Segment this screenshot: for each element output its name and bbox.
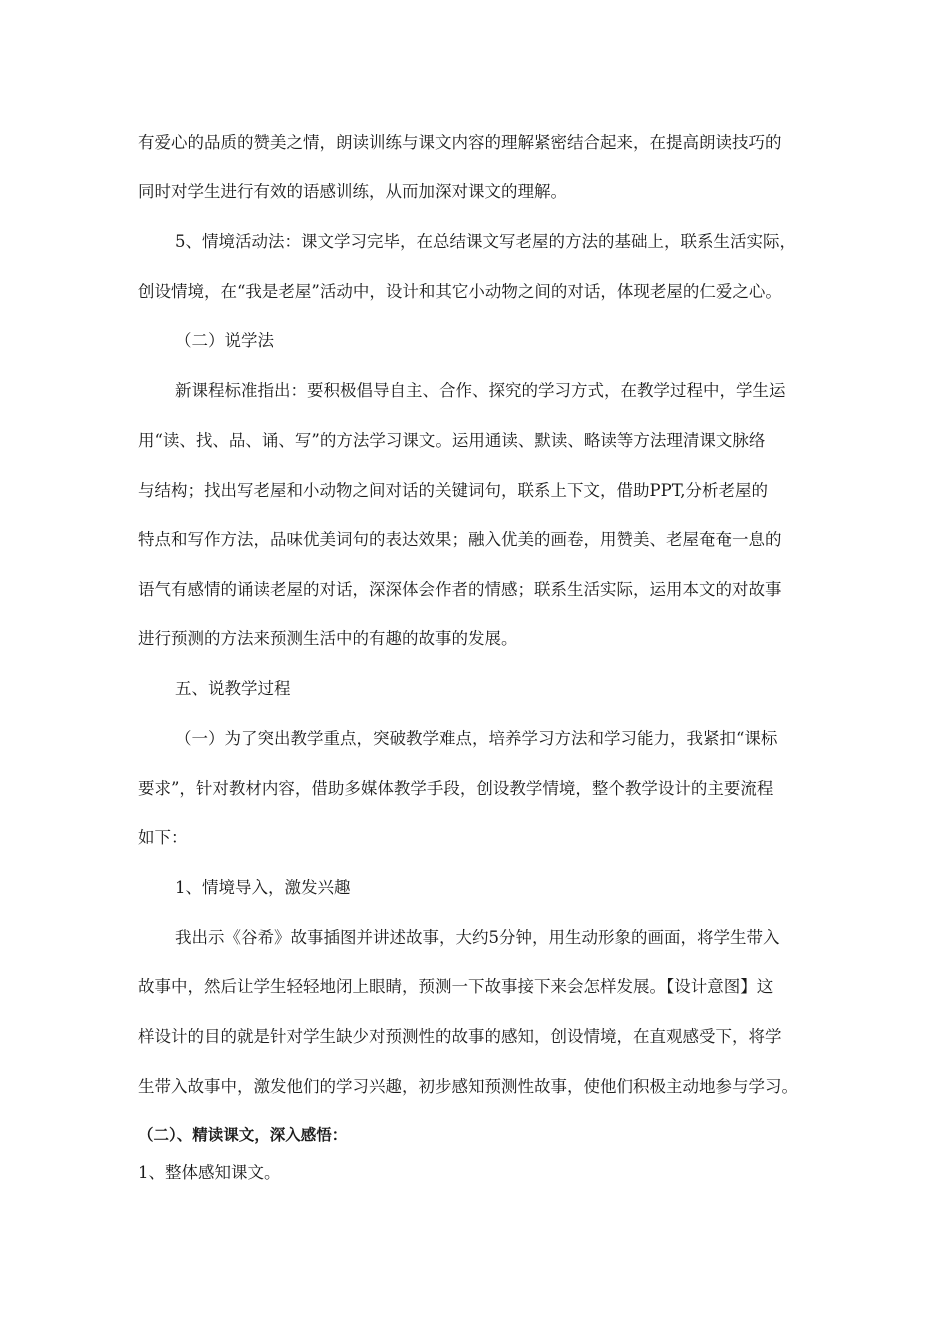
paragraph-line: 用“读、找、品、诵、写”的方法学习课文。运用通读、默读、略读等方法理清课文脉络: [138, 431, 766, 450]
paragraph-line: 生带入故事中，激发他们的学习兴趣，初步感知预测性故事，使他们积极主动地参与学习。: [138, 1077, 798, 1096]
paragraph-line: 进行预测的方法来预测生活中的有趣的故事的发展。: [138, 629, 518, 648]
paragraph-line: 要求”，针对教材内容，借助多媒体教学手段，创设教学情境，整个教学设计的主要流程: [138, 779, 774, 798]
section-heading: （二）说学法: [175, 331, 274, 350]
paragraph-line: 语气有感情的诵读老屋的对话，深深体会作者的情感；联系生活实际，运用本文的对故事: [138, 580, 782, 599]
paragraph-line: 样设计的目的就是针对学生缺少对预测性的故事的感知，创设情境，在直观感受下，将学: [138, 1027, 782, 1046]
paragraph-line: 1、整体感知课文。: [138, 1163, 281, 1182]
section-heading: 1、情境导入，激发兴趣: [175, 878, 351, 897]
paragraph-line: 特点和写作方法，品味优美词句的表达效果；融入优美的画卷，用赞美、老屋奄奄一息的: [138, 530, 782, 549]
paragraph-line: 5、情境活动法：课文学习完毕，在总结课文写老屋的方法的基础上，联系生活实际，: [175, 232, 796, 251]
paragraph-line: 创设情境，在“我是老屋”活动中，设计和其它小动物之间的对话，体现老屋的仁爱之心。: [138, 282, 782, 301]
section-heading-bold: （二）、精读课文，深入感悟：: [138, 1126, 348, 1144]
paragraph-line: 与结构；找出写老屋和小动物之间对话的关键词句，联系上下文，借助PPT,分析老屋的: [138, 481, 769, 500]
paragraph-line: 新课程标准指出：要积极倡导自主、合作、探究的学习方式，在教学过程中，学生运: [175, 381, 786, 400]
paragraph-line: 我出示《谷希》故事插图并讲述故事，大约5分钟，用生动形象的画面，将学生带入: [175, 928, 780, 947]
paragraph-line: 如下：: [138, 828, 188, 847]
paragraph-line: 故事中，然后让学生轻轻地闭上眼睛，预测一下故事接下来会怎样发展。【设计意图】这: [138, 977, 774, 996]
paragraph-line: 同时对学生进行有效的语感训练，从而加深对课文的理解。: [138, 182, 567, 201]
section-heading: 五、说教学过程: [175, 679, 291, 698]
paragraph-line: 有爱心的品质的赞美之情，朗读训练与课文内容的理解紧密结合起来，在提高朗读技巧的: [138, 133, 782, 152]
paragraph-line: （一）为了突出教学重点，突破教学难点，培养学习方法和学习能力，我紧扣“课标: [175, 729, 778, 748]
